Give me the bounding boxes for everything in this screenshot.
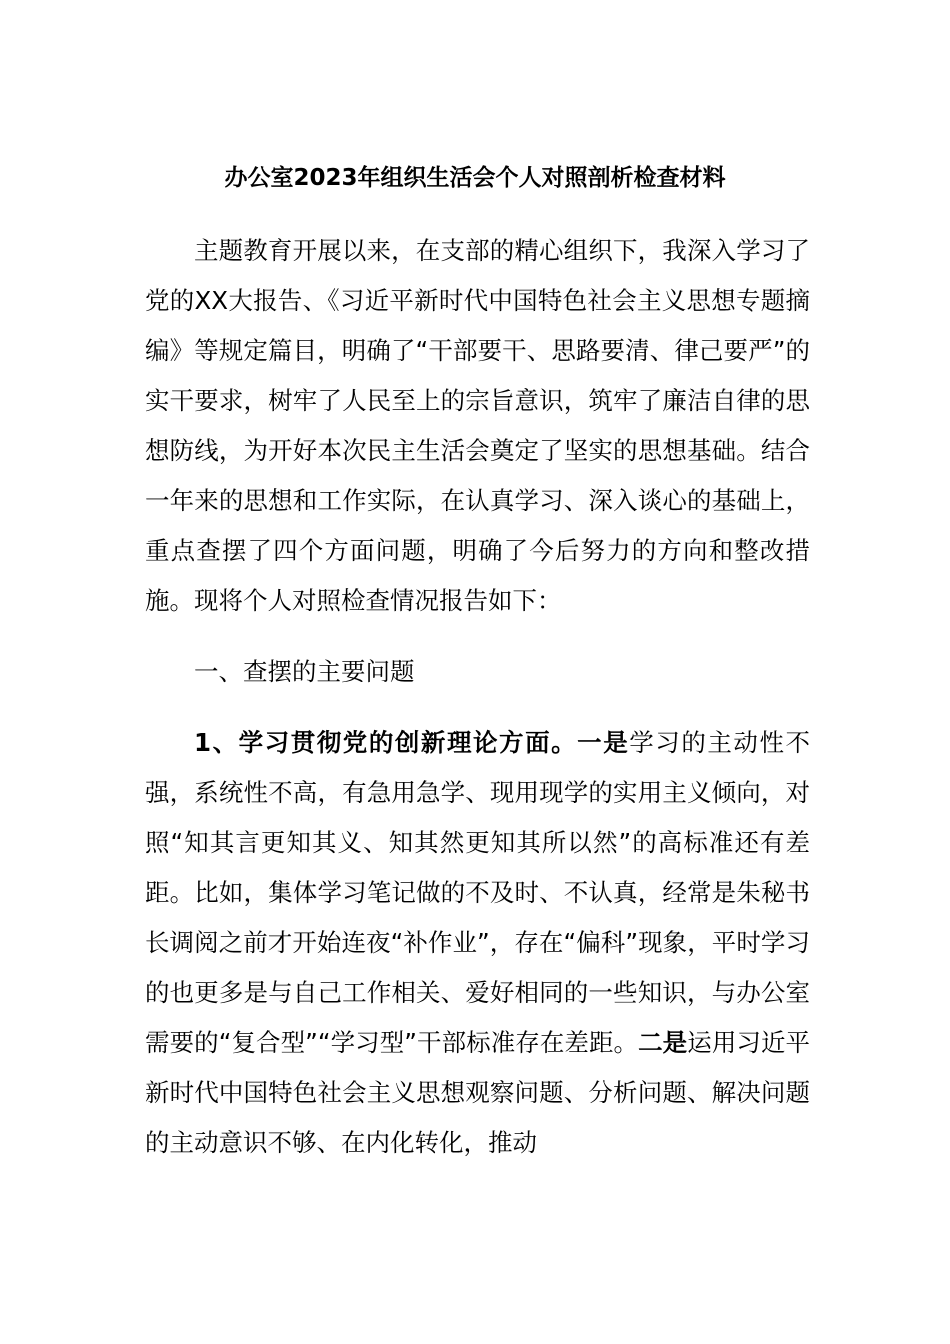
point2-label: 二是 (638, 1028, 688, 1057)
item1-heading: 1、学习贯彻党的创新理论方面。 (194, 728, 578, 757)
point1-label: 一是 (577, 728, 630, 757)
document-body (145, 226, 810, 1168)
section-heading: 一、查摆的主要问题 (194, 657, 415, 686)
point2-text: 运用习近平新时代中国特色社会主义思想观察问题、分析问题、解决问题的主动意识不够、在内化转化，推动 (145, 1028, 811, 1157)
intro-paragraph: 主题教育开展以来，在支部的精心组织下，我深入学习了党的XX大报告、《习近平新时代中国特色社会主义思想专题摘编》等规定篇目，明确了“干部要干、思路要清、律己要严”的实干要求，树牢了人民至上的宗旨意识，筑牢了廉洁自律的思想防线，为开好本次民主生活会奠定了坚实的思想基础。结合一年来的思想和工作实际，在认真学习、深入谈心的基础上，重点查摆了四个方面问题，明确了今后努力的方向和整改措施。现将个人对照检查情况报告如下： (145, 236, 810, 615)
document-title: 办公室2023年组织生活会个人对照剖析检查材料 (224, 165, 726, 191)
item1-paragraph (145, 718, 810, 1168)
point1-text: 学习的主动性不强，系统性不高，有急用急学、现用现学的实用主义倾向，对照“知其言更知其义、知其然更知其所以然”的高标准还有差距。比如，集体学习笔记做的不及时、不认真，经常是朱秘书长调阅之前才开始连夜“补作业”，存在“偏科”现象，平时学习的也更多是与自己工作相关、爱好相同的一些知识，与办公室需要的“复合型”“学习型”干部标准存在差距。 (145, 728, 811, 1057)
